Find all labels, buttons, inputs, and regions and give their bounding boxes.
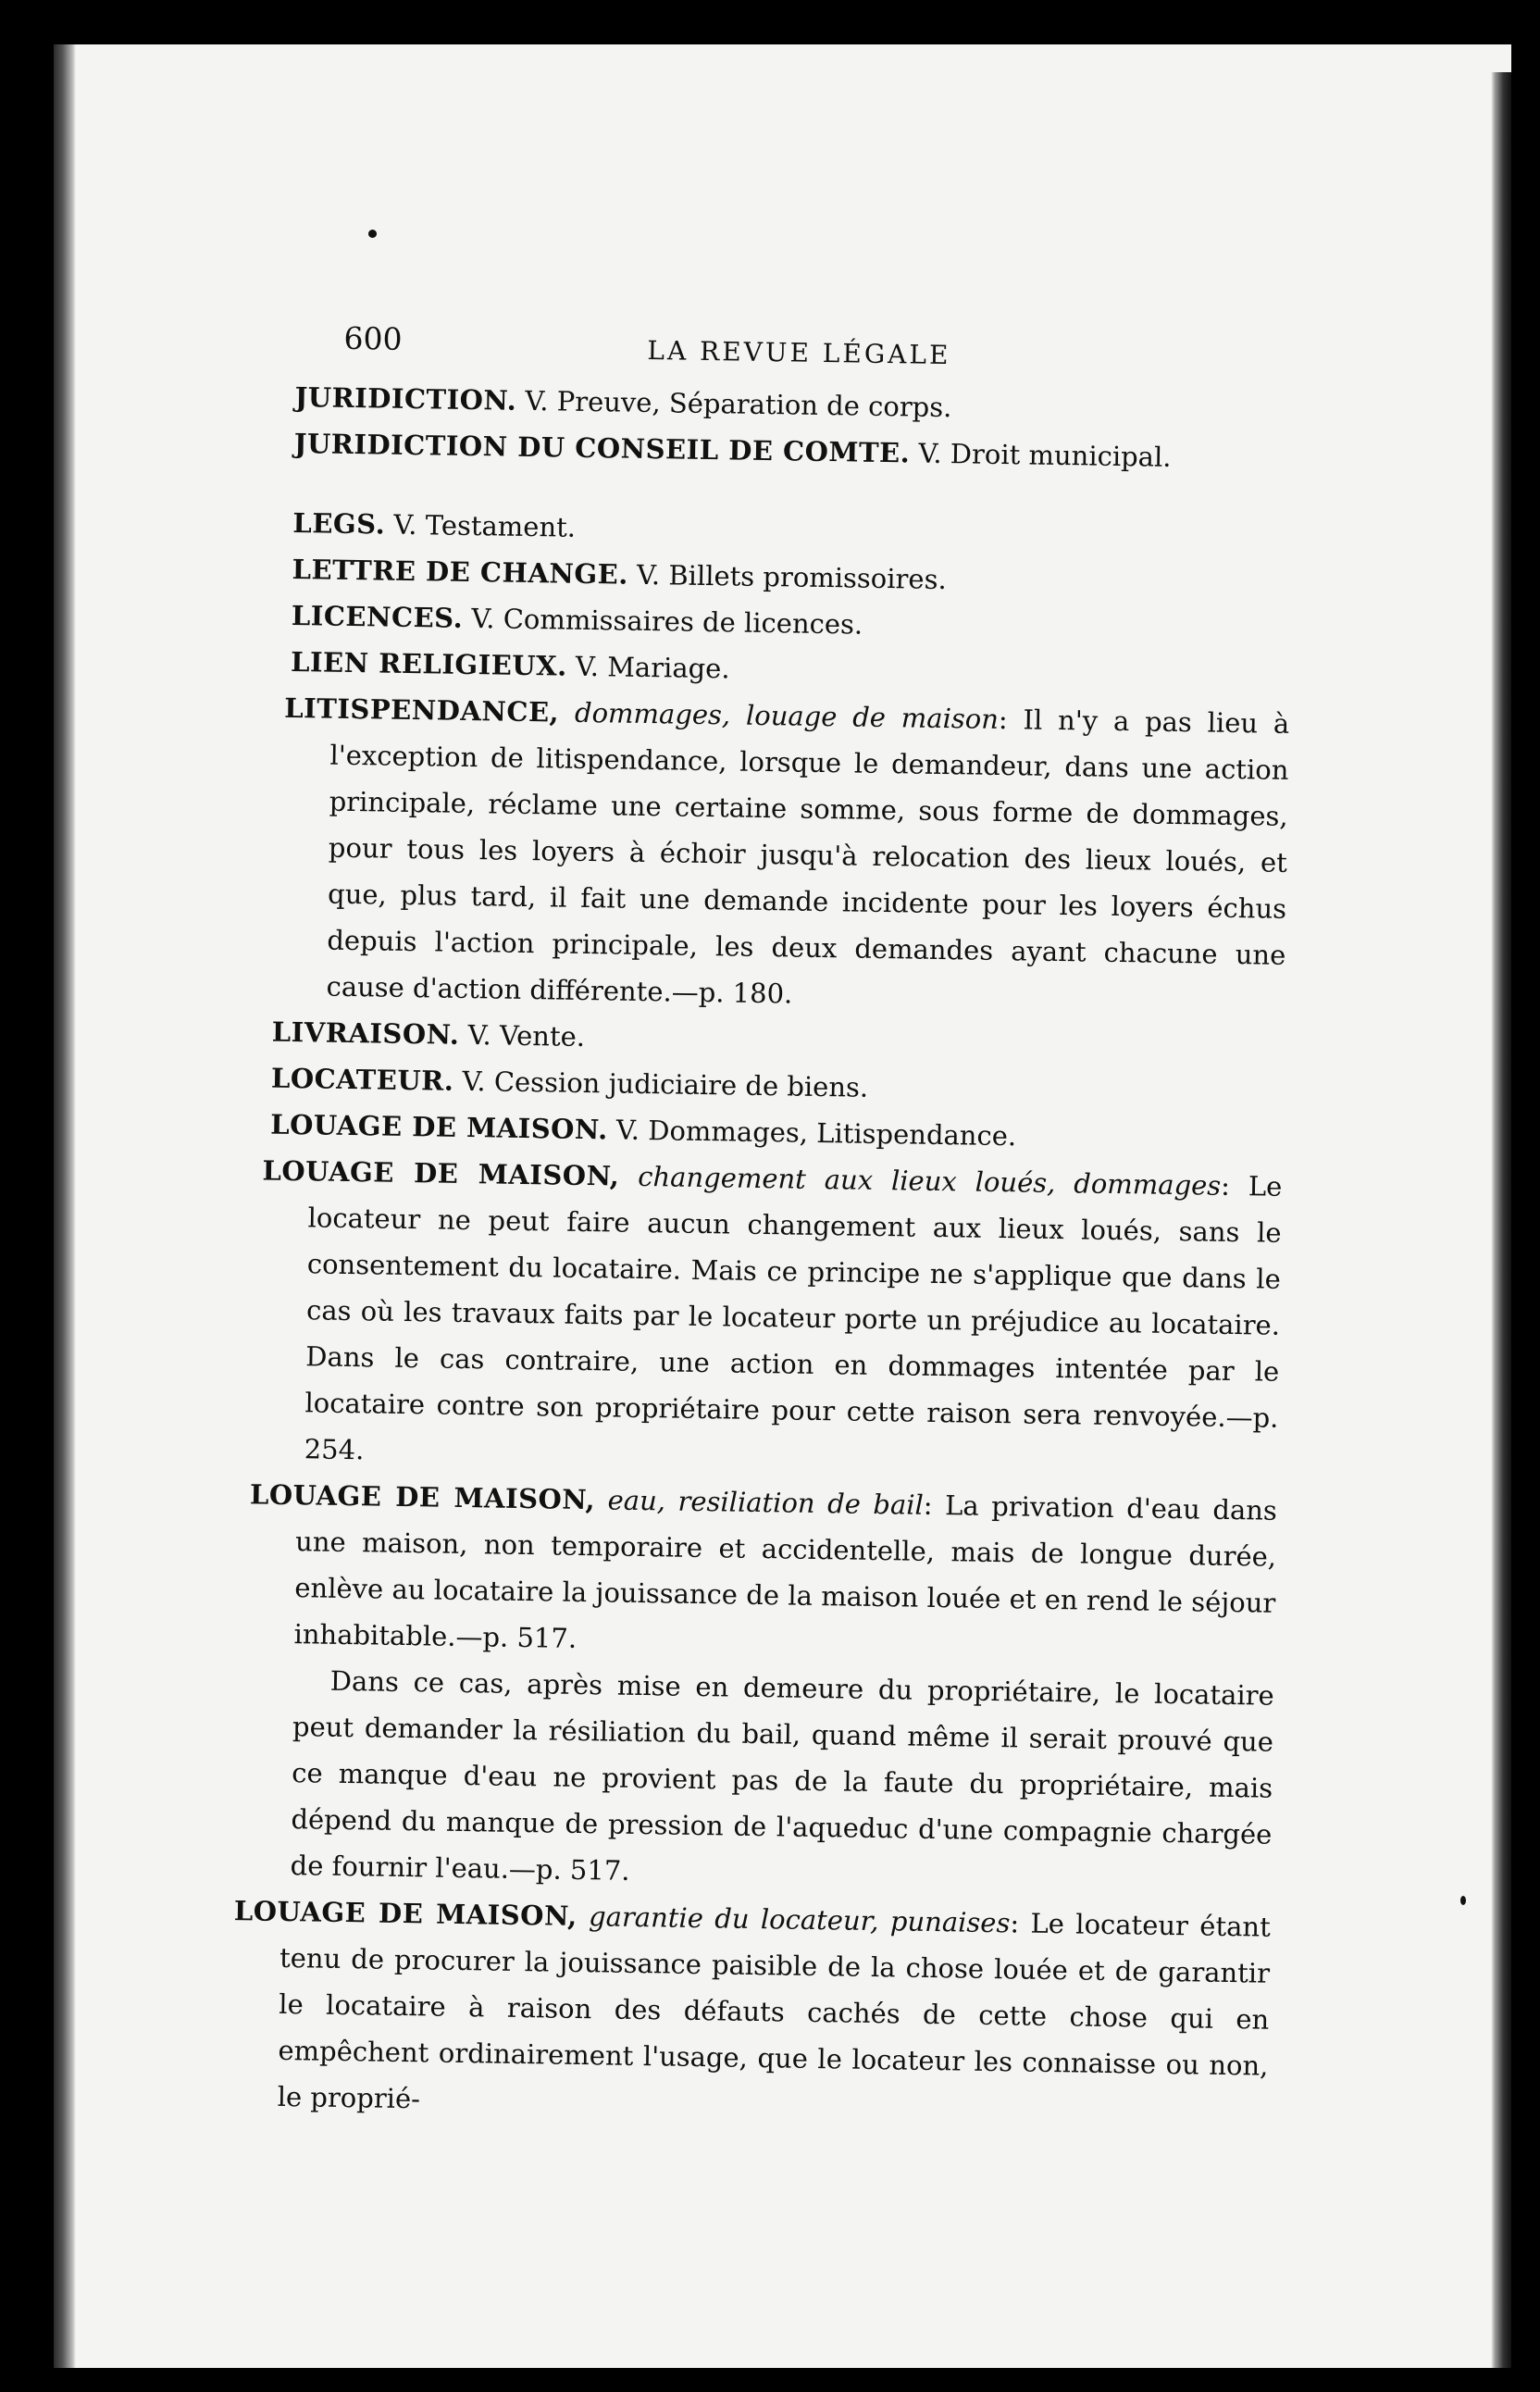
cross-reference: V. Commissaires de licences.: [471, 603, 863, 641]
entry-heading: LOUAGE DE MAISON,: [233, 1895, 578, 1932]
entry-text: : La privation d'eau dans une maison, non temporaire et accidentelle, mais de longue durée, enlève au locataire la jouissance de la maison louée et en rend le séjour inhabitable.—p. 517.: [293, 1489, 1278, 1654]
index-entry: [257, 1148, 1282, 1488]
entry-heading: LICENCES.: [291, 599, 464, 634]
entry-topic: eau, resiliation de bail: [607, 1484, 925, 1521]
entry-heading: LOUAGE DE MAISON,: [249, 1478, 596, 1516]
entry-heading: LIVRAISON.: [271, 1015, 460, 1051]
cross-reference: V. Billets promissoires.: [636, 558, 947, 596]
page-binding-edge: [54, 44, 76, 2368]
cross-reference: V. Preuve, Séparation de corps.: [525, 384, 952, 424]
index-entry: [247, 1471, 1277, 1672]
cross-reference: V. Vente.: [467, 1019, 586, 1053]
entry-text: : Le locateur étant tenu de procurer la jouissance paisible de la chose louée et de garantir le locataire à raison des défauts cachés de cette chose qui en empêchent ordinairement l'usage, que le locateur les connaisse ou non, le proprié-: [277, 1907, 1272, 2115]
entry-topic: changement aux lieux loués, dommages: [638, 1160, 1222, 1202]
index-entry: [230, 1887, 1271, 2136]
entry-heading: LOUAGE DE MAISON,: [262, 1154, 620, 1192]
index-content: [233, 315, 1295, 2136]
entry-text: : Il n'y a pas lieu à l'exception de litispendance, lorsque le demandeur, dans une action principale, réclame une certaine somme, sous forme de dommages, pour tous les loyers à échoir jusqu'à relocation des lieux loués, et que, plus tard, il fait une demande incidente pour les loyers échus depuis l'action principale, les deux demandes ayant chacune une cause d'action différente.—p. 180.: [326, 703, 1290, 1010]
index-entry: [279, 685, 1289, 1025]
journal-title: LA REVUE LÉGALE: [647, 334, 951, 371]
entry-heading: LOCATEUR.: [270, 1062, 454, 1097]
ink-speck: [1460, 1896, 1466, 1905]
cross-reference: V. Mariage.: [575, 650, 730, 685]
page-number: 600: [343, 319, 403, 357]
entry-heading: LITISPENDANCE,: [284, 691, 560, 729]
cross-reference: V. Testament.: [393, 508, 577, 543]
entry-heading: LEGS.: [292, 506, 386, 541]
entry-text: : Le locateur ne peut faire aucun changement aux lieux loués, sans le consentement du locataire. Mais ce principe ne s'applique que dans le cas où les travaux faits par le locateur porte un préjudice au locataire. Dans le cas contraire, une action en dommages intentée par le locataire contre son propriétaire pour cette raison sera renvoyée.—p. 254.: [304, 1169, 1283, 1466]
entry-heading: LIEN RELIGIEUX.: [290, 645, 567, 682]
entry-heading: JURIDICTION.: [294, 380, 517, 417]
cross-reference: V. Dommages, Litispendance.: [615, 1114, 1017, 1152]
cross-reference: V. Droit municipal.: [918, 437, 1172, 473]
entry-heading: JURIDICTION DU CONSEIL DE COMTE.: [293, 427, 911, 469]
entry-heading: LETTRE DE CHANGE.: [292, 553, 629, 591]
ink-speck: [368, 230, 377, 238]
entry-continuation: Dans ce cas, après mise en demeure du propriétaire, le locataire peut demander la résiliation du bail, quand même il serait prouvé que ce manque d'eau ne provient pas de la faute du propriétaire, mais dépend du manque de pression de l'aqueduc d'une compagnie chargée de fournir l'eau.—p. 517.: [290, 1664, 1274, 1887]
cross-reference: V. Cession judiciaire de biens.: [462, 1065, 869, 1103]
entry-topic: dommages, louage de maison: [574, 696, 1000, 735]
entry-topic: garantie du locateur, punaises: [588, 1900, 1011, 1939]
page-outer-edge: [1491, 72, 1511, 2368]
entry-heading: LOUAGE DE MAISON.: [269, 1108, 608, 1146]
